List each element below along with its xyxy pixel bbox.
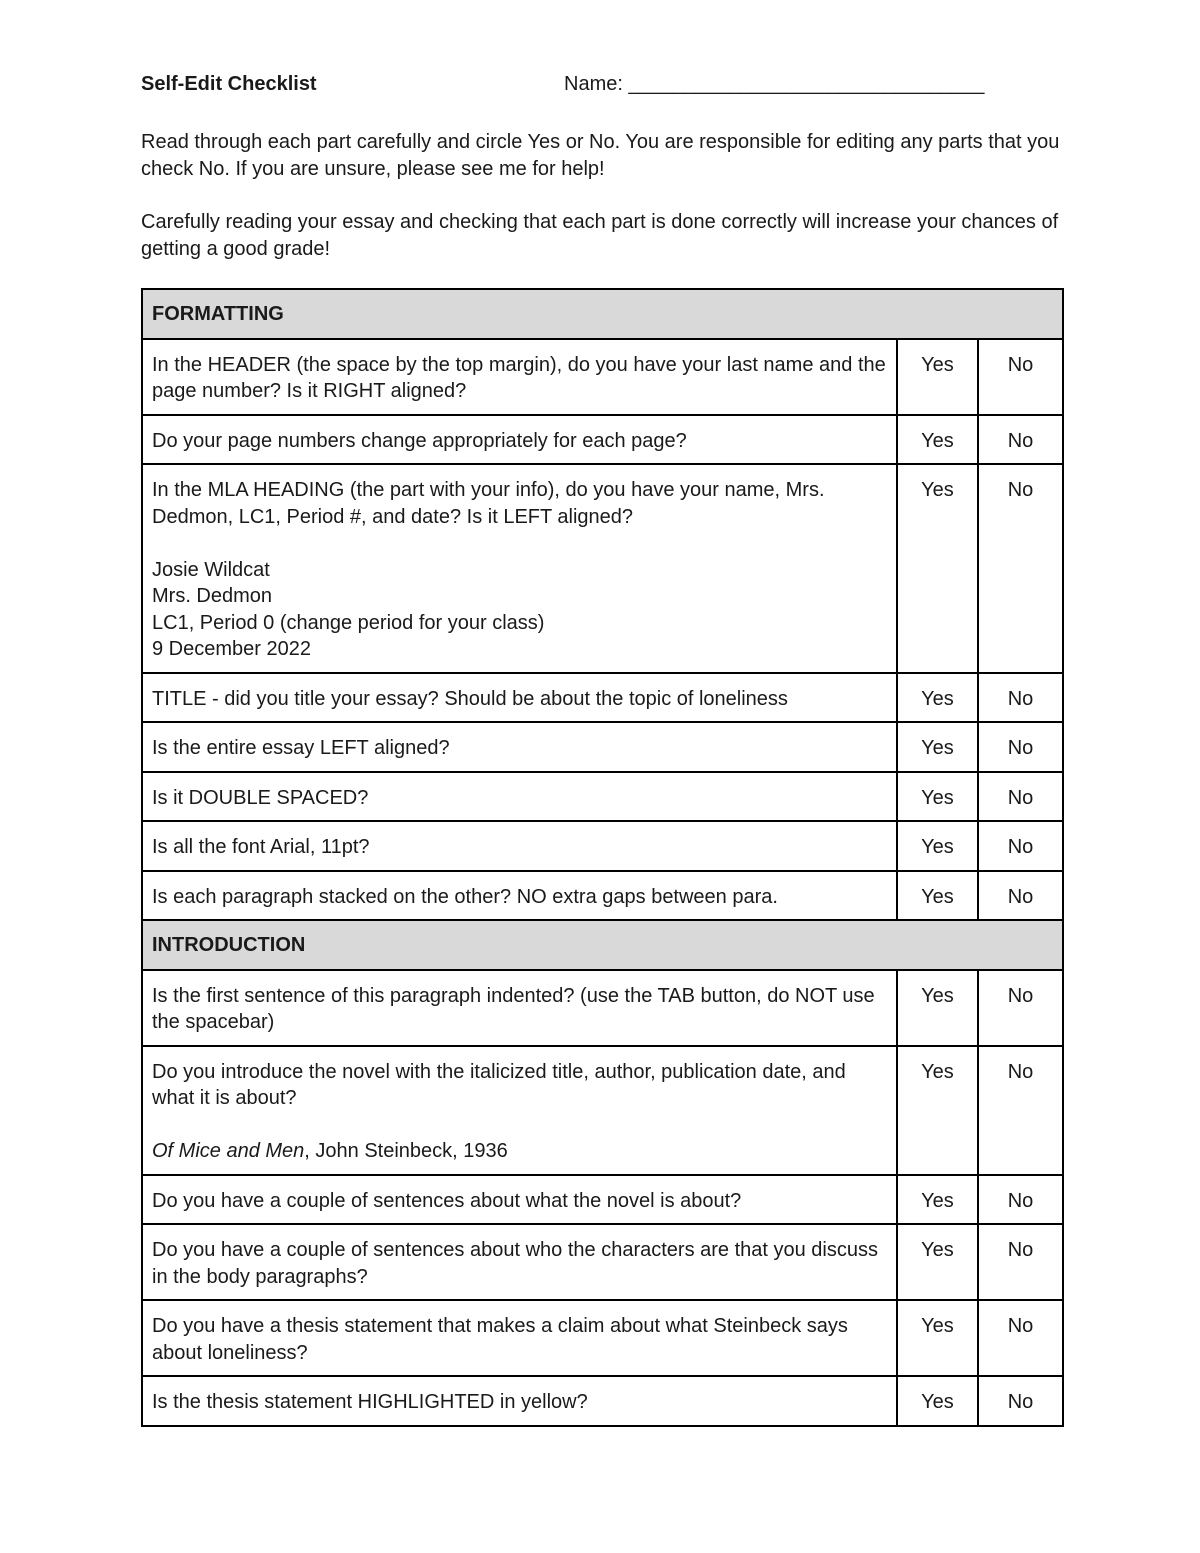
yes-option[interactable]: Yes xyxy=(897,1046,978,1175)
yes-option[interactable]: Yes xyxy=(897,970,978,1046)
checklist-row xyxy=(142,821,1063,871)
question-cell xyxy=(142,1046,897,1175)
no-option[interactable]: No xyxy=(978,1046,1063,1175)
no-option[interactable]: No xyxy=(978,1300,1063,1376)
checklist-row xyxy=(142,871,1063,921)
checklist-row xyxy=(142,1300,1063,1376)
checklist-row xyxy=(142,1175,1063,1225)
no-option[interactable]: No xyxy=(978,415,1063,465)
question: Is the first sentence of this paragraph indented? (use the TAB button, do NOT use the spacebar) xyxy=(142,970,897,1046)
no-option[interactable]: No xyxy=(978,1376,1063,1426)
question: Is the entire essay LEFT aligned? xyxy=(142,722,897,772)
question: Do you have a couple of sentences about who the characters are that you discuss in the body paragraphs? xyxy=(142,1224,897,1300)
no-option[interactable]: No xyxy=(978,673,1063,723)
yes-option[interactable]: Yes xyxy=(897,415,978,465)
yes-option[interactable]: Yes xyxy=(897,673,978,723)
checklist-table xyxy=(141,288,1064,1427)
yes-option[interactable]: Yes xyxy=(897,871,978,921)
no-option[interactable]: No xyxy=(978,464,1063,673)
no-option[interactable]: No xyxy=(978,339,1063,415)
no-option[interactable]: No xyxy=(978,1175,1063,1225)
question: Do you have a couple of sentences about what the novel is about? xyxy=(142,1175,897,1225)
checklist-row xyxy=(142,772,1063,822)
no-option[interactable]: No xyxy=(978,871,1063,921)
document-title: Self-Edit Checklist xyxy=(141,73,317,95)
checklist-row xyxy=(142,339,1063,415)
yes-option[interactable]: Yes xyxy=(897,1224,978,1300)
novel-example xyxy=(152,1138,887,1165)
section-heading: FORMATTING xyxy=(142,289,1063,339)
question: Do you introduce the novel with the italicized title, author, publication date, and what it is about? xyxy=(152,1060,846,1109)
no-option[interactable]: No xyxy=(978,772,1063,822)
question: Is the thesis statement HIGHLIGHTED in yellow? xyxy=(142,1376,897,1426)
checklist-row xyxy=(142,1376,1063,1426)
no-option[interactable]: No xyxy=(978,970,1063,1046)
example-line: Mrs. Dedmon xyxy=(152,585,273,607)
novel-author-date: , John Steinbeck, 1936 xyxy=(304,1140,508,1162)
name-field[interactable]: Name: ________________________________ xyxy=(564,73,985,95)
checklist-row xyxy=(142,1046,1063,1175)
example-line: Josie Wildcat xyxy=(152,558,270,581)
mla-heading-example xyxy=(152,557,887,663)
checklist-row xyxy=(142,415,1063,465)
yes-option[interactable]: Yes xyxy=(897,339,978,415)
checklist-row xyxy=(142,1224,1063,1300)
question: Is it DOUBLE SPACED? xyxy=(142,772,897,822)
question: Is all the font Arial, 11pt? xyxy=(142,821,897,871)
example-line: 9 December 2022 xyxy=(152,638,311,660)
checklist-row xyxy=(142,673,1063,723)
page-header xyxy=(141,71,1061,99)
question: TITLE - did you title your essay? Should be about the topic of loneliness xyxy=(142,673,897,723)
question-cell xyxy=(142,464,897,673)
yes-option[interactable]: Yes xyxy=(897,722,978,772)
yes-option[interactable]: Yes xyxy=(897,1300,978,1376)
question: In the HEADER (the space by the top margin), do you have your last name and the page number? Is it RIGHT aligned? xyxy=(142,339,897,415)
yes-option[interactable]: Yes xyxy=(897,772,978,822)
section-header-introduction xyxy=(142,920,1063,970)
no-option[interactable]: No xyxy=(978,821,1063,871)
yes-option[interactable]: Yes xyxy=(897,1175,978,1225)
checklist-row xyxy=(142,970,1063,1046)
question: Do you have a thesis statement that makes a claim about what Steinbeck says about loneliness? xyxy=(142,1300,897,1376)
no-option[interactable]: No xyxy=(978,722,1063,772)
yes-option[interactable]: Yes xyxy=(897,1376,978,1426)
yes-option[interactable]: Yes xyxy=(897,821,978,871)
no-option[interactable]: No xyxy=(978,1224,1063,1300)
question: Do your page numbers change appropriately for each page? xyxy=(142,415,897,465)
example-line: LC1, Period 0 (change period for your class) xyxy=(152,611,545,634)
checklist-row xyxy=(142,464,1063,673)
question: In the MLA HEADING (the part with your info), do you have your name, Mrs. Dedmon, LC1, Period #, and date? Is it LEFT aligned? xyxy=(152,479,825,528)
novel-title: Of Mice and Men xyxy=(152,1140,305,1162)
section-heading: INTRODUCTION xyxy=(142,920,1063,970)
question: Is each paragraph stacked on the other? NO extra gaps between para. xyxy=(142,871,897,921)
encouragement-paragraph: Carefully reading your essay and checking that each part is done correctly will increase your chances of getting a good grade! xyxy=(141,211,1059,260)
section-header-formatting xyxy=(142,289,1063,339)
checklist-row xyxy=(142,722,1063,772)
instructions-paragraph: Read through each part carefully and circle Yes or No. You are responsible for editing any parts that you check No. If you are unsure, please see me for help! xyxy=(141,131,1060,180)
yes-option[interactable]: Yes xyxy=(897,464,978,673)
